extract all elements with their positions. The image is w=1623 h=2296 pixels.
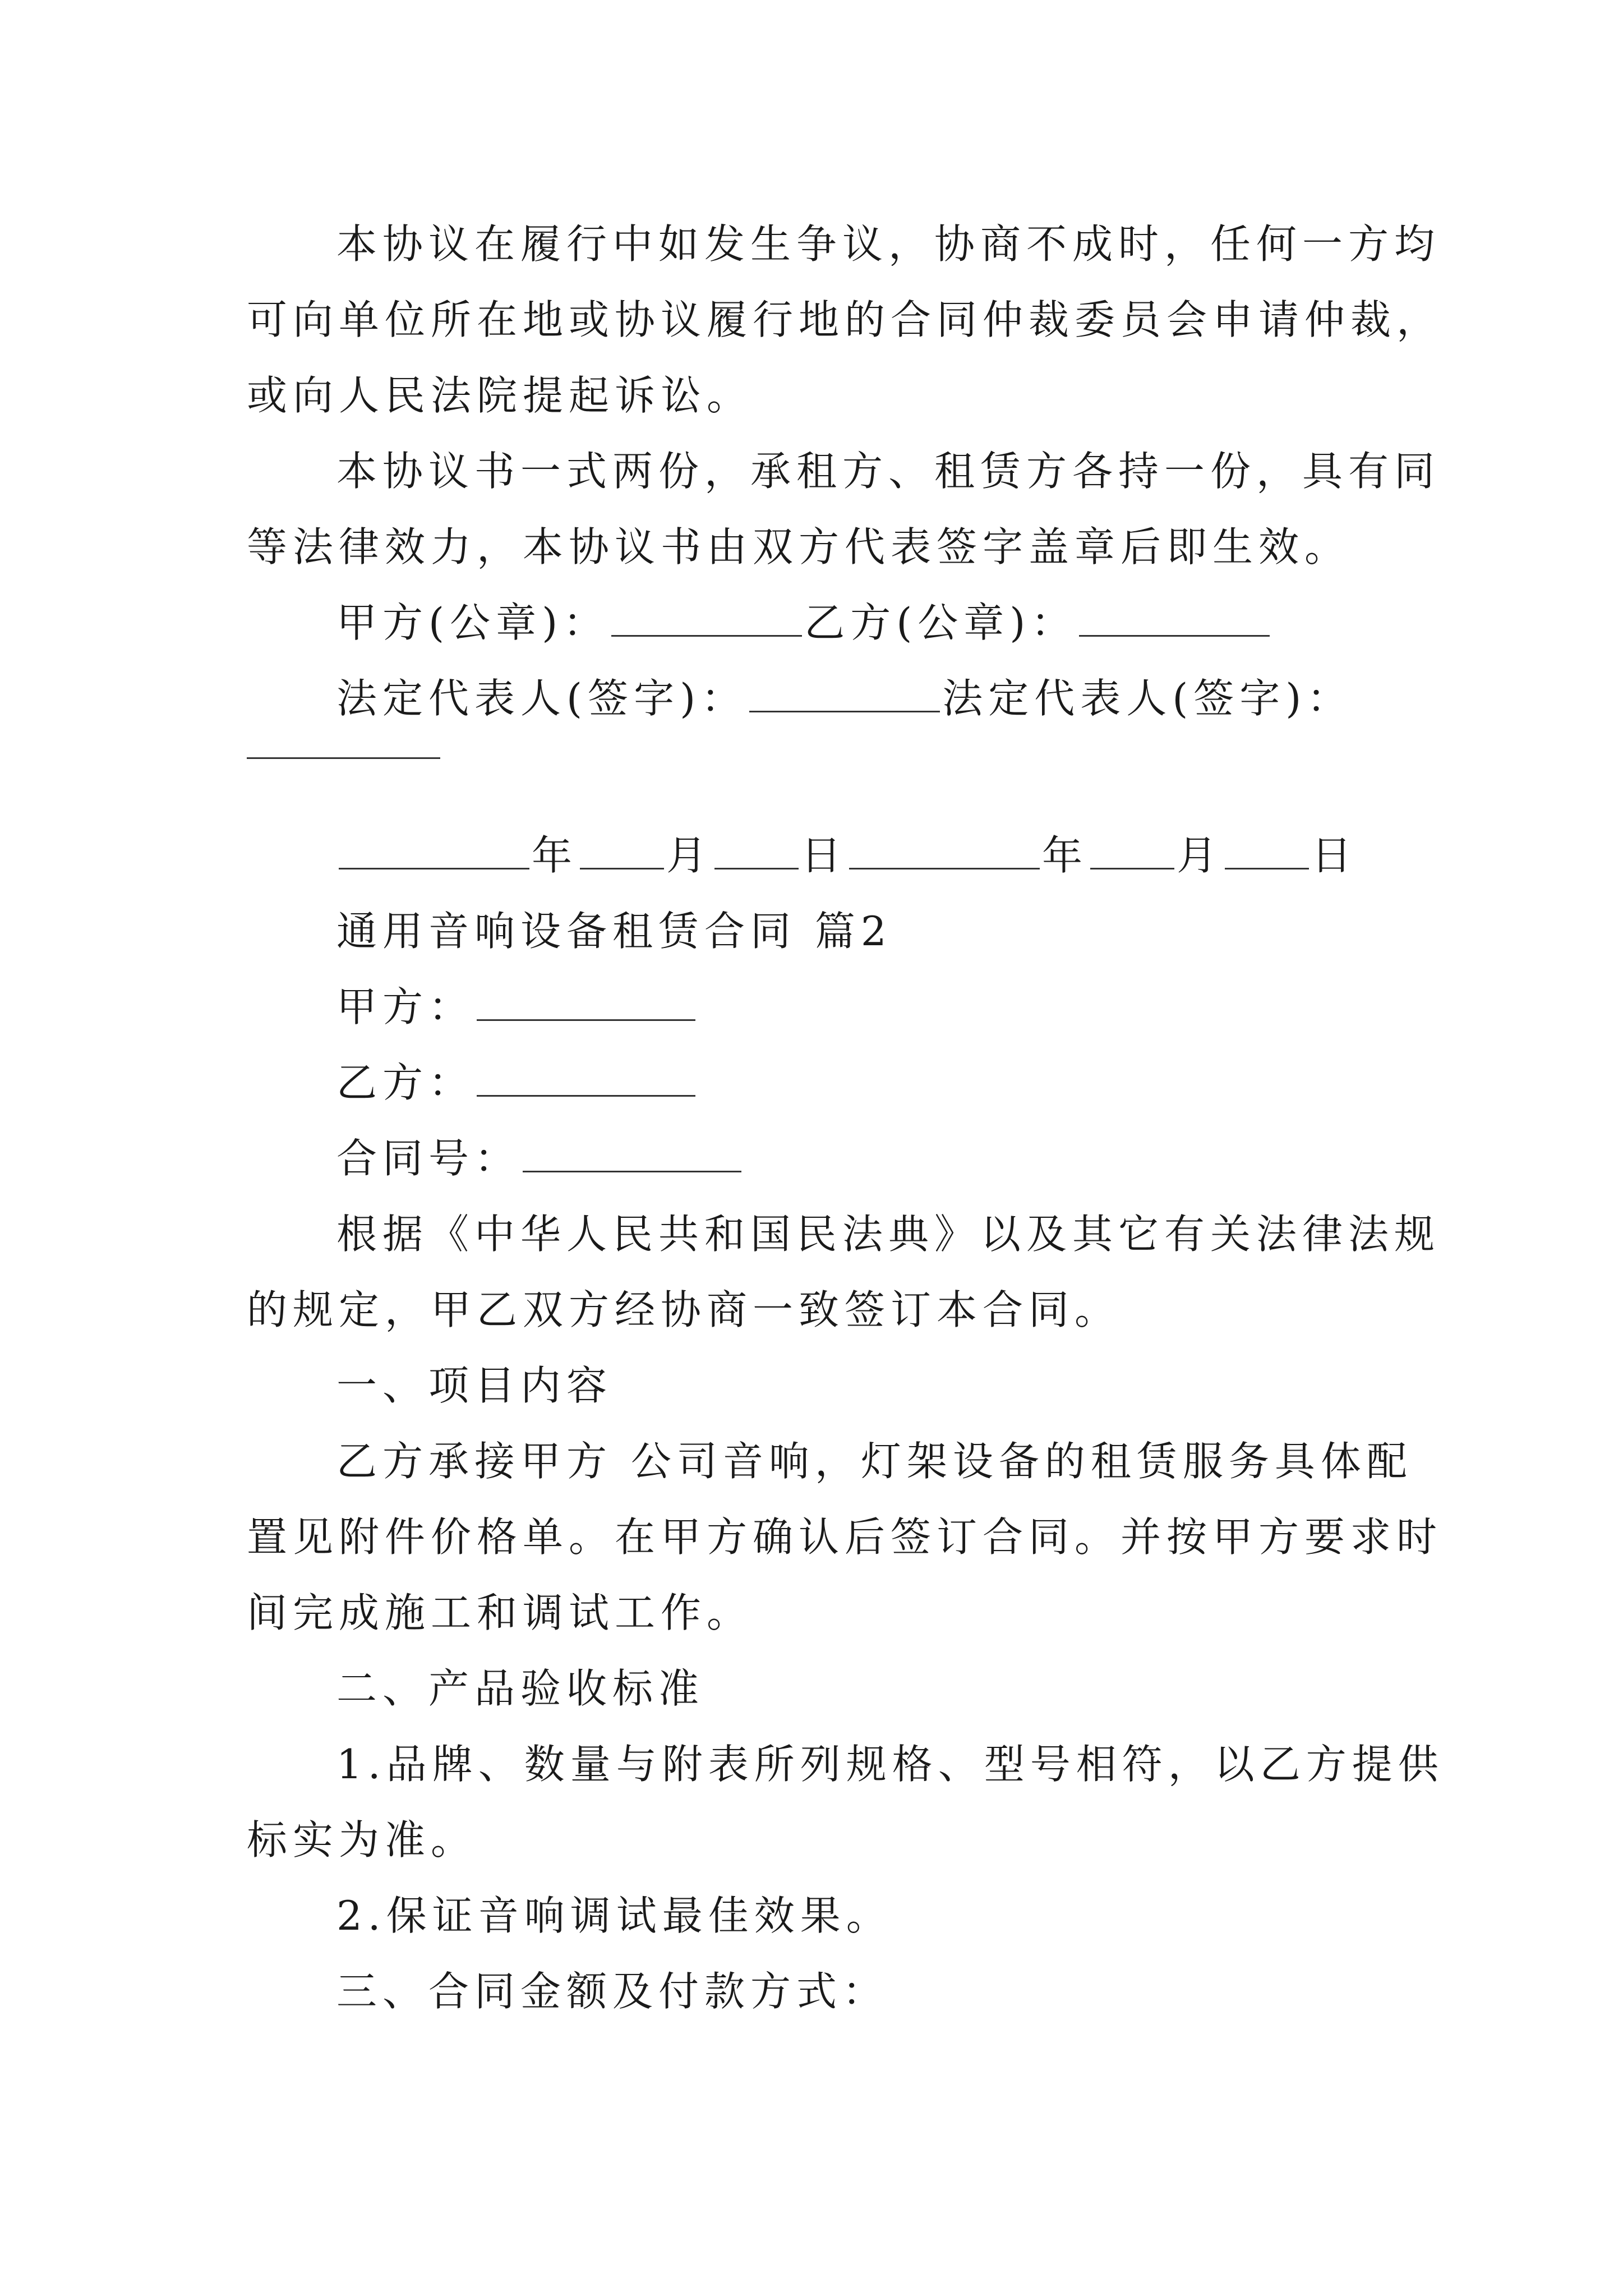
paragraph-line: 根据《中华人民共和国民法典》以及其它有关法律法规 xyxy=(336,1211,1441,1258)
paragraph-line: 本协议书一式两份，承租方、租赁方各持一份，具有同 xyxy=(336,448,1441,495)
month-a-label: 月 xyxy=(666,832,713,879)
party-a-line xyxy=(336,979,1492,1035)
month-b-blank xyxy=(1090,833,1174,869)
paragraph-line: 置见附件价格单。在甲方确认后签订合同。并按甲方要求时 xyxy=(247,1513,1443,1561)
contract-no-label: 合同号： xyxy=(336,1135,521,1182)
day-b-blank xyxy=(1225,833,1309,869)
party-b-blank xyxy=(477,1060,695,1097)
list-item-continuation: 标实为准。 xyxy=(247,1816,477,1864)
list-item: 2.保证音响调试最佳效果。 xyxy=(336,1892,892,1939)
paragraph-line: 间完成施工和调试工作。 xyxy=(247,1589,753,1636)
paragraph-line: 等法律效力，本协议书由双方代表签字盖章后即生效。 xyxy=(247,523,1351,570)
paragraph-line: 本协议在履行中如发生争议，协商不成时，任何一方均 xyxy=(336,220,1441,268)
party-b-line xyxy=(336,1055,1492,1111)
seal-line xyxy=(336,595,1492,651)
rep-a-label: 法定代表人(签字)： xyxy=(336,675,748,722)
party-a-label: 甲方： xyxy=(336,983,475,1030)
contract-no-blank xyxy=(523,1136,741,1172)
section-heading: 三、合同金额及付款方式： xyxy=(336,1968,889,2015)
year-a-blank xyxy=(339,833,529,869)
paragraph-line: 乙方承接甲方 公司音响，灯架设备的租赁服务具体配 xyxy=(336,1438,1413,1485)
year-a-label: 年 xyxy=(532,832,578,879)
section-heading: 一、项目内容 xyxy=(336,1362,613,1409)
party-b-seal-label: 乙方(公章)： xyxy=(804,599,1077,646)
month-a-blank xyxy=(580,833,664,869)
party-a-seal-label: 甲方(公章)： xyxy=(336,599,610,646)
section-heading: 二、产品验收标准 xyxy=(336,1665,705,1712)
year-b-blank xyxy=(849,833,1040,869)
contract-title: 通用音响设备租赁合同 篇2 xyxy=(336,908,892,955)
party-b-seal-blank xyxy=(1079,600,1270,637)
party-b-label: 乙方： xyxy=(336,1059,475,1106)
month-b-label: 月 xyxy=(1177,832,1223,879)
day-a-label: 日 xyxy=(801,832,847,879)
list-item: 1.品牌、数量与附表所列规格、型号相符，以乙方提供 xyxy=(336,1741,1444,1788)
rep-b-blank xyxy=(247,757,440,759)
date-line xyxy=(336,827,1492,884)
party-a-seal-blank xyxy=(611,600,802,637)
party-a-blank xyxy=(477,984,695,1021)
representative-line xyxy=(336,670,1492,726)
paragraph-line: 可向单位所在地或协议履行地的合同仲裁委员会申请仲裁， xyxy=(247,296,1443,343)
paragraph-line: 或向人民法院提起诉讼。 xyxy=(247,372,753,419)
paragraph-line: 的规定，甲乙双方经协商一致签订本合同。 xyxy=(247,1286,1121,1333)
contract-no-line xyxy=(336,1130,1492,1186)
year-b-label: 年 xyxy=(1042,832,1089,879)
rep-b-label: 法定代表人(签字)： xyxy=(942,675,1353,722)
rep-a-blank xyxy=(749,676,940,712)
day-a-blank xyxy=(714,833,799,869)
day-b-label: 日 xyxy=(1311,832,1358,879)
